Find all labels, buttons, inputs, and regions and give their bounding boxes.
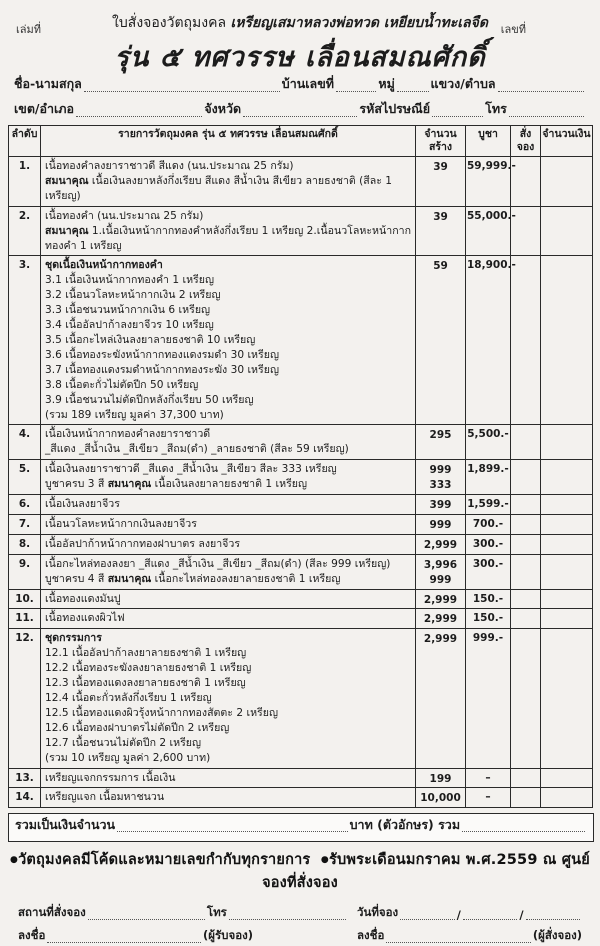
form-line-2	[14, 95, 586, 120]
item-no: 13.	[9, 768, 41, 788]
orderer-sign-field[interactable]	[386, 942, 530, 943]
house-no-label: บ้านเลขที่	[281, 76, 334, 91]
table-row	[9, 534, 593, 554]
item-amount-field[interactable]	[541, 460, 593, 495]
item-no: 10.	[9, 589, 41, 609]
footer-right	[357, 900, 582, 946]
item-order-qty-field[interactable]	[511, 589, 541, 609]
receiver-label: (ผู้รับจอง)	[203, 928, 253, 943]
item-amount-field[interactable]	[541, 629, 593, 768]
footer-phone-label: โทร	[206, 905, 227, 920]
subdistrict-label: แขวง/ตำบล	[430, 76, 496, 91]
item-no: 14.	[9, 788, 41, 808]
item-qty-made: 2,999	[416, 534, 466, 554]
footer-phone-field[interactable]	[229, 919, 346, 920]
item-price: 300.-	[466, 534, 511, 554]
item-order-qty-field[interactable]	[511, 788, 541, 808]
item-no: 12.	[9, 629, 41, 768]
total-bar	[8, 813, 594, 842]
form-footer	[18, 900, 582, 946]
item-qty-made: 2,999	[416, 589, 466, 609]
item-order-qty-field[interactable]	[511, 495, 541, 515]
item-order-qty-field[interactable]	[511, 256, 541, 425]
form-header	[8, 12, 592, 73]
postcode-field[interactable]	[432, 116, 483, 117]
item-price: 55,000.-	[466, 206, 511, 256]
bullet-icon: ●	[10, 855, 19, 866]
sign-label: ลงชื่อ	[18, 928, 46, 943]
province-label: จังหวัด	[204, 101, 242, 116]
form-title-italic: เหรียญเสมาหลวงพ่อทวด เหยียบน้ำทะเลจืด	[230, 15, 488, 31]
item-description: เนื้อทองคำ (นน.ประมาณ 25 กรัม) สมนาคุณ 1.เนื้อเงินหน้ากากทองคำหลังกึ่งเรียบ 1 เหรียญ 2.เนื้อนวโลหะหน้ากากทองคำ 1 เหรียญ	[41, 206, 416, 256]
total-text-field[interactable]	[462, 831, 585, 832]
place-field[interactable]	[88, 919, 205, 920]
name-field[interactable]	[84, 91, 280, 92]
item-no: 7.	[9, 514, 41, 534]
item-order-qty-field[interactable]	[511, 629, 541, 768]
baht-text-label: บาท (ตัวอักษร) รวม	[349, 817, 461, 833]
doc-no-label: เลขที่	[500, 23, 526, 36]
item-no: 2.	[9, 206, 41, 256]
item-qty-made: 59	[416, 256, 466, 425]
form-title-normal: ใบสั่งจองวัตถุมงคล	[112, 15, 227, 31]
date-day-field[interactable]	[400, 919, 454, 920]
item-order-qty-field[interactable]	[511, 514, 541, 534]
footer-left	[18, 900, 348, 946]
item-order-qty-field[interactable]	[511, 609, 541, 629]
item-description: เนื้อทองแดงมันปู	[41, 589, 416, 609]
item-description: เหรียญแจกกรรมการ เนื้อเงิน	[41, 768, 416, 788]
item-amount-field[interactable]	[541, 609, 593, 629]
total-amount-field[interactable]	[117, 831, 348, 832]
table-row	[9, 460, 593, 495]
item-amount-field[interactable]	[541, 495, 593, 515]
item-order-qty-field[interactable]	[511, 768, 541, 788]
item-no: 5.	[9, 460, 41, 495]
date-slash: /	[519, 908, 524, 923]
table-row	[9, 514, 593, 534]
place-line	[18, 900, 348, 923]
item-price: 300.-	[466, 554, 511, 589]
receiver-sign-line	[18, 923, 253, 946]
item-description: เนื้อกะไหล่ทองลงยา _สีแดง _สีน้ำเงิน _สีเขียว _สีถม(ดำ) (สีละ 999 เหรียญ) บูชาครบ 4 สี สมนาคุณ เนื้อกะไหล่ทองลงยาลายธงชาติ 1 เหรียญ	[41, 554, 416, 589]
table-row	[9, 788, 593, 808]
item-order-qty-field[interactable]	[511, 425, 541, 460]
item-description: เนื้อทองคำลงยาราชาวดี สีแดง (นน.ประมาณ 25 กรัม) สมนาคุณ เนื้อเงินลงยาหลังกึ่งเรียบ สีแดง สีน้ำเงิน สีเขียว ลายธงชาติ (สีละ 1 เหรียญ)	[41, 157, 416, 207]
orderer-sign-line	[357, 923, 582, 946]
table-header-row	[9, 126, 593, 157]
date-year-field[interactable]	[526, 919, 580, 920]
item-description: เนื้อทองแดงผิวไฟ	[41, 609, 416, 629]
item-order-qty-field[interactable]	[511, 534, 541, 554]
date-slash: /	[456, 908, 461, 923]
subdistrict-field[interactable]	[498, 91, 584, 92]
date-label: วันที่จอง	[357, 905, 399, 920]
table-row	[9, 157, 593, 207]
edition-title: รุ่น ๕ ทศวรรษ เลื่อนสมณศักดิ์	[114, 42, 486, 73]
item-amount-field[interactable]	[541, 534, 593, 554]
item-order-qty-field[interactable]	[511, 554, 541, 589]
orderer-label: (ผู้สั่งจอง)	[532, 928, 582, 943]
item-qty-made: 3,996 999	[416, 554, 466, 589]
phone-label: โทร	[485, 101, 507, 116]
item-no: 4.	[9, 425, 41, 460]
order-table-body	[9, 157, 593, 808]
item-price: –	[466, 788, 511, 808]
item-price: 1,599.-	[466, 495, 511, 515]
table-row	[9, 495, 593, 515]
table-row	[9, 609, 593, 629]
table-row	[9, 425, 593, 460]
item-qty-made: 999	[416, 514, 466, 534]
item-price: 59,999.-	[466, 157, 511, 207]
col-header-qty: จำนวนสร้าง	[416, 126, 466, 157]
district-label: เขต/อำเภอ	[14, 101, 75, 116]
item-price: 18,900.-	[466, 256, 511, 425]
order-table	[8, 125, 593, 808]
item-price: 150.-	[466, 609, 511, 629]
item-amount-field[interactable]	[541, 514, 593, 534]
postcode-label: รหัสไปรษณีย์	[359, 101, 431, 116]
item-no: 3.	[9, 256, 41, 425]
table-row	[9, 589, 593, 609]
moo-field[interactable]	[397, 91, 429, 92]
item-amount-field[interactable]	[541, 768, 593, 788]
house-no-field[interactable]	[336, 91, 376, 92]
col-header-no: ลำดับ	[9, 126, 41, 157]
item-qty-made: 10,000	[416, 788, 466, 808]
item-no: 6.	[9, 495, 41, 515]
table-row	[9, 768, 593, 788]
col-header-price: บูชา	[466, 126, 511, 157]
item-amount-field[interactable]	[541, 157, 593, 207]
item-price: 5,500.-	[466, 425, 511, 460]
receiver-sign-field[interactable]	[47, 942, 201, 943]
table-row	[9, 629, 593, 768]
col-header-amount: จำนวนเงิน	[541, 126, 593, 157]
item-price: 999.-	[466, 629, 511, 768]
place-label: สถานที่สั่งจอง	[18, 905, 86, 920]
item-price: 1,899.-	[466, 460, 511, 495]
item-qty-made: 399	[416, 495, 466, 515]
district-field[interactable]	[76, 116, 202, 117]
note-pickup: รับพระเดือนมกราคม พ.ศ.2559 ณ ศูนย์จองที่สั่งจอง	[262, 852, 590, 892]
item-no: 1.	[9, 157, 41, 207]
item-qty-made: 2,999	[416, 609, 466, 629]
item-no: 11.	[9, 609, 41, 629]
item-description: เหรียญแจก เนื้อมหาชนวน	[41, 788, 416, 808]
item-amount-field[interactable]	[541, 788, 593, 808]
item-amount-field[interactable]	[541, 589, 593, 609]
item-description: เนื้อนวโลหะหน้ากากเงินลงยาจีวร	[41, 514, 416, 534]
item-amount-field[interactable]	[541, 554, 593, 589]
note-code: วัตถุมงคลมีโค้ดและหมายเลขกำกับทุกรายการ	[18, 852, 311, 869]
item-qty-made: 199	[416, 768, 466, 788]
item-price: –	[466, 768, 511, 788]
item-amount-field[interactable]	[541, 206, 593, 256]
col-header-order: สั่งจอง	[511, 126, 541, 157]
item-qty-made: 2,999	[416, 629, 466, 768]
item-qty-made: 39	[416, 206, 466, 256]
item-price: 700.-	[466, 514, 511, 534]
item-amount-field[interactable]	[541, 256, 593, 425]
item-amount-field[interactable]	[541, 425, 593, 460]
item-price: 150.-	[466, 589, 511, 609]
item-qty-made: 999 333	[416, 460, 466, 495]
name-label: ชื่อ-นามสกุล	[14, 76, 82, 91]
phone-field[interactable]	[509, 116, 584, 117]
item-description: เนื้อเงินหน้ากากทองคำลงยาราชาวดี _สีแดง _สีน้ำเงิน _สีเขียว _สีถม(ดำ) _ลายธงชาติ (สีละ 59 เหรียญ)	[41, 425, 416, 460]
date-month-field[interactable]	[463, 919, 517, 920]
item-description: ชุดกรรมการ 12.1 เนื้ออัลปาก้าลงยาลายธงชาติ 1 เหรียญ 12.2 เนื้อทองระฆังลงยาลายธงชาติ 1 เหรียญ 12.3 เนื้อทองแดงลงยาลายธงชาติ 1 เหรียญ 12.4 เนื้อตะกั่วหลังกึ่งเรียบ 1 เหรียญ 12.5 เนื้อทองแดงผิวรุ้งหน้ากากทองสัตตะ 2 เหรียญ 12.6 เนื้อทองฝาบาตรไม่ตัดปีก 2 เหรียญ 12.7 เนื้อชนวนไม่ตัดปีก 2 เหรียญ (รวม 10 เหรียญ มูลค่า 2,600 บาท)	[41, 629, 416, 768]
item-description: ชุดเนื้อเงินหน้ากากทองคำ 3.1 เนื้อเงินหน้ากากทองคำ 1 เหรียญ 3.2 เนื้อนวโลหะหน้ากากเงิน 2 เหรียญ 3.3 เนื้อชนวนหน้ากากเงิน 6 เหรียญ 3.4 เนื้ออัลปาก้าลงยาจีวร 10 เหรียญ 3.5 เนื้อกะไหล่เงินลงยาลายธงชาติ 10 เหรียญ 3.6 เนื้อทองระฆังหน้ากากทองแดงรมดำ 30 เหรียญ 3.7 เนื้อทองแดงรมดำหน้ากากทองระฆัง 30 เหรียญ 3.8 เนื้อตะกั่วไม่ตัดปีก 50 เหรียญ 3.9 เนื้อชนวนไม่ตัดปีกหลังกึ่งเรียบ 50 เหรียญ (รวม 189 เหรียญ มูลค่า 37,300 บาท)	[41, 256, 416, 425]
date-line	[357, 900, 582, 923]
item-no: 9.	[9, 554, 41, 589]
col-header-desc: รายการวัตถุมงคล รุ่น ๕ ทศวรรษ เลื่อนสมณศักดิ์	[41, 126, 416, 157]
item-description: เนื้อเงินลงยาจีวร	[41, 495, 416, 515]
item-order-qty-field[interactable]	[511, 460, 541, 495]
bullet-icon: ●	[320, 855, 329, 866]
province-field[interactable]	[243, 116, 357, 117]
sign-label: ลงชื่อ	[357, 928, 385, 943]
item-description: เนื้ออัลปาก้าหน้ากากทองฝาบาตร ลงยาจีวร	[41, 534, 416, 554]
item-no: 8.	[9, 534, 41, 554]
table-row	[9, 206, 593, 256]
moo-label: หมู่	[378, 76, 395, 91]
item-description: เนื้อเงินลงยาราชาวดี _สีแดง _สีน้ำเงิน _สีเขียว สีละ 333 เหรียญ บูชาครบ 3 สี สมนาคุณ เนื้อเงินลงยาลายธงชาติ 1 เหรียญ	[41, 460, 416, 495]
book-no-label: เล่มที่	[16, 23, 42, 36]
table-row	[9, 554, 593, 589]
total-label: รวมเป็นเงินจำนวน	[15, 817, 116, 833]
item-qty-made: 39	[416, 157, 466, 207]
item-qty-made: 295	[416, 425, 466, 460]
notes-line	[8, 848, 592, 894]
table-row	[9, 256, 593, 425]
